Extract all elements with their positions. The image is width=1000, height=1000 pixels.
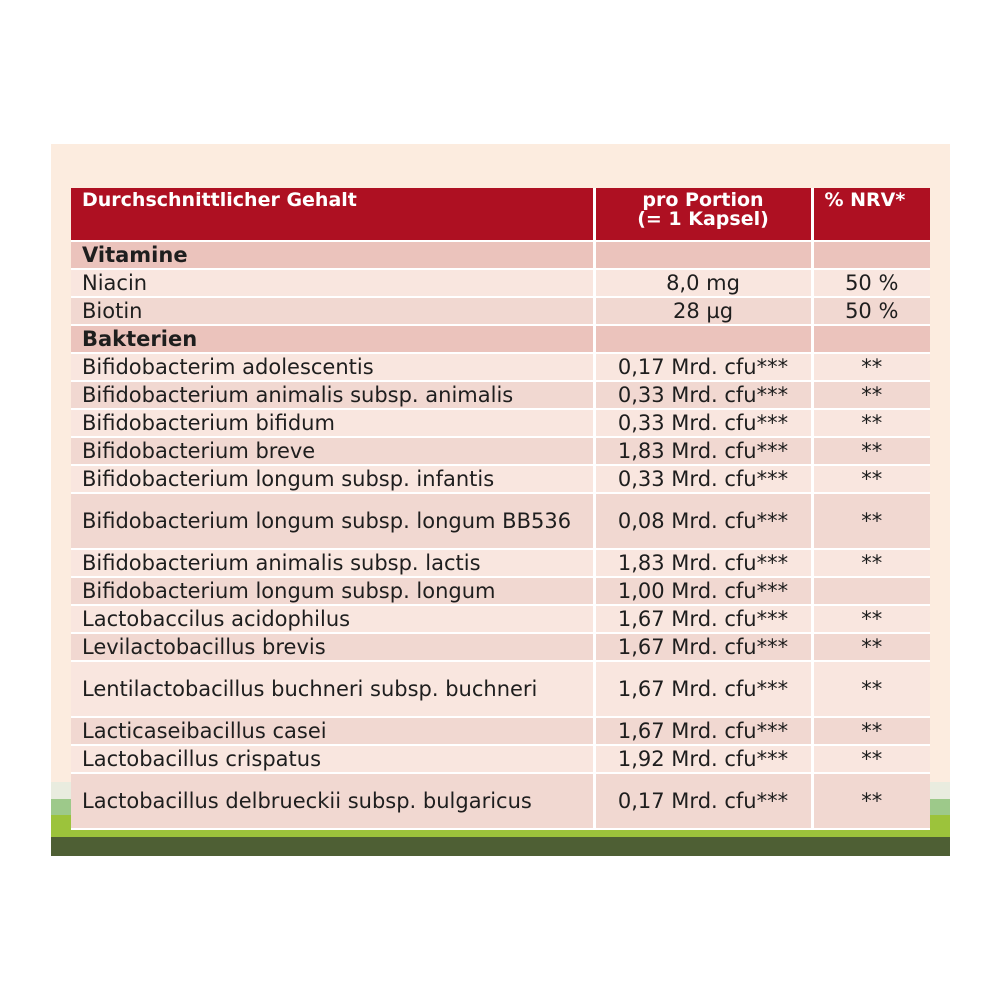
row-amount: 1,83 Mrd. cfu*** [594,549,812,577]
row-nrv: ** [812,661,930,717]
row-nrv: 50 % [812,269,930,297]
row-nrv: ** [812,773,930,829]
table-row [71,661,930,717]
decor-stripe-dark-green [51,837,950,856]
table-row [71,745,930,773]
row-name: Bifidobacterim adolescentis [71,353,594,381]
row-nrv: ** [812,633,930,661]
row-nrv: ** [812,605,930,633]
row-name: Lactobaccilus acidophilus [71,605,594,633]
table-row [71,353,930,381]
row-name: Bifidobacterium longum subsp. infantis [71,465,594,493]
row-nrv: ** [812,437,930,465]
table-row [71,409,930,437]
table-row [71,297,930,325]
row-amount: 1,67 Mrd. cfu*** [594,605,812,633]
row-amount: 8,0 mg [594,269,812,297]
row-name: Bifidobacterium longum subsp. longum BB536 [71,493,594,549]
row-name: Bifidobacterium animalis subsp. lactis [71,549,594,577]
group-nrv-empty [812,241,930,269]
row-nrv: ** [812,745,930,773]
table-row [71,465,930,493]
table-row [71,381,930,409]
table-row [71,493,930,549]
header-per-portion [594,188,812,241]
group-title: Bakterien [71,325,594,353]
header-per-portion-line2: (= 1 Kapsel) [637,208,769,230]
row-name: Bifidobacterium breve [71,437,594,465]
group-row [71,325,930,353]
row-nrv: ** [812,717,930,745]
table-body [71,241,930,829]
nutrition-table [71,188,930,830]
row-amount: 0,08 Mrd. cfu*** [594,493,812,549]
group-amount-empty [594,325,812,353]
table-row [71,605,930,633]
table-row [71,717,930,745]
row-name: Biotin [71,297,594,325]
row-amount: 0,17 Mrd. cfu*** [594,353,812,381]
table-header [71,188,930,241]
row-nrv: 50 % [812,297,930,325]
table-row [71,549,930,577]
header-row [71,188,930,241]
row-name: Lentilactobacillus buchneri subsp. buchneri [71,661,594,717]
row-name: Bifidobacterium longum subsp. longum [71,577,594,605]
row-nrv: ** [812,353,930,381]
row-nrv: ** [812,465,930,493]
row-name: Bifidobacterium bifidum [71,409,594,437]
row-name: Lacticaseibacillus casei [71,717,594,745]
table-row [71,633,930,661]
group-nrv-empty [812,325,930,353]
table-row [71,269,930,297]
row-nrv [812,577,930,605]
table-row [71,437,930,465]
row-name: Levilactobacillus brevis [71,633,594,661]
row-amount: 1,00 Mrd. cfu*** [594,577,812,605]
header-nrv: % NRV* [812,188,930,241]
group-title: Vitamine [71,241,594,269]
row-nrv: ** [812,409,930,437]
row-amount: 1,83 Mrd. cfu*** [594,437,812,465]
row-amount: 0,33 Mrd. cfu*** [594,465,812,493]
row-nrv: ** [812,381,930,409]
row-amount: 1,92 Mrd. cfu*** [594,745,812,773]
group-amount-empty [594,241,812,269]
row-amount: 0,33 Mrd. cfu*** [594,381,812,409]
row-name: Niacin [71,269,594,297]
row-amount: 1,67 Mrd. cfu*** [594,717,812,745]
header-content: Durchschnittlicher Gehalt [71,188,594,241]
row-amount: 1,67 Mrd. cfu*** [594,633,812,661]
row-name: Lactobacillus delbrueckii subsp. bulgaricus [71,773,594,829]
row-amount: 0,33 Mrd. cfu*** [594,409,812,437]
row-nrv: ** [812,549,930,577]
row-nrv: ** [812,493,930,549]
row-amount: 0,17 Mrd. cfu*** [594,773,812,829]
group-row [71,241,930,269]
row-name: Bifidobacterium animalis subsp. animalis [71,381,594,409]
header-per-portion-line1: pro Portion [642,189,764,211]
row-name: Lactobacillus crispatus [71,745,594,773]
table-row [71,577,930,605]
table-row [71,773,930,829]
row-amount: 28 µg [594,297,812,325]
row-amount: 1,67 Mrd. cfu*** [594,661,812,717]
